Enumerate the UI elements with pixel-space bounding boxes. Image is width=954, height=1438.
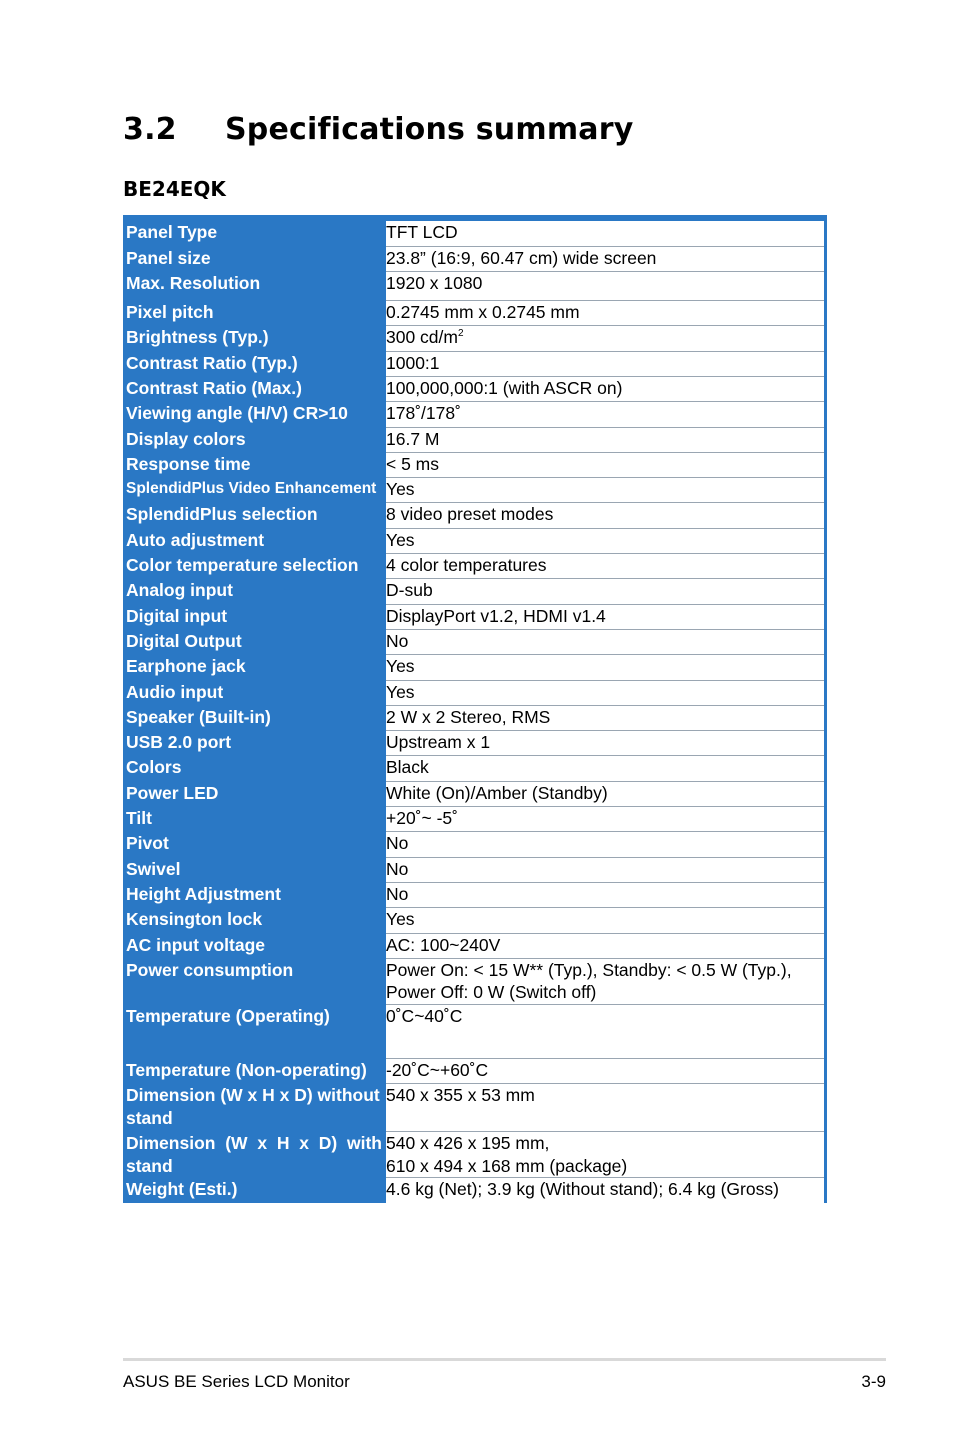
spec-value [386,958,824,1004]
spec-row [126,731,824,756]
spec-label: Color temperature selection [126,554,386,579]
spec-value [386,933,824,958]
spec-value [386,376,824,401]
spec-row [126,503,824,528]
model-name: BE24EQK [123,177,226,201]
spec-value [386,221,824,246]
spec-label: Dimension (W x H x D) without stand [126,1084,386,1132]
spec-label: Temperature (Non-operating) [126,1058,386,1083]
spec-value-text: +20˚~ -5˚ [386,808,458,829]
spec-value-text: Upstream x 1 [386,732,491,753]
spec-value [386,604,824,629]
spec-label: Speaker (Built-in) [126,705,386,730]
spec-label: Power LED [126,781,386,806]
spec-label: Kensington lock [126,908,386,933]
spec-label: Pixel pitch [126,301,386,326]
spec-label: Pivot [126,832,386,857]
spec-row [126,351,824,376]
spec-label: Weight (Esti.) [126,1178,386,1203]
spec-row [126,933,824,958]
spec-row [126,832,824,857]
spec-label: Colors [126,756,386,781]
spec-value-text: 178˚/178˚ [386,403,461,424]
spec-value [386,832,824,857]
spec-table-frame [123,215,827,1203]
spec-value-text: D-sub [386,580,433,601]
spec-row [126,579,824,604]
spec-row [126,604,824,629]
spec-value [386,731,824,756]
spec-value [386,554,824,579]
spec-value [386,882,824,907]
spec-row [126,781,824,806]
spec-value-text: No [386,858,409,879]
spec-label: Viewing angle (H/V) CR>10 [126,402,386,427]
spec-value-text: 16.7 M [386,428,440,449]
spec-label: USB 2.0 port [126,731,386,756]
spec-value [386,705,824,730]
spec-value-text: 1000:1 [386,352,440,373]
spec-row [126,427,824,452]
spec-label: Earphone jack [126,655,386,680]
footer-divider [123,1358,886,1361]
spec-value-text: No [386,883,409,904]
spec-label: Power consumption [126,958,386,1004]
spec-label: Height Adjustment [126,882,386,907]
spec-value-text: White (On)/Amber (Standby) [386,782,608,803]
spec-label: Contrast Ratio (Typ.) [126,351,386,376]
spec-value-text: Yes [386,656,415,677]
spec-row [126,680,824,705]
spec-row [126,807,824,832]
spec-value [386,1178,824,1203]
spec-value [386,680,824,705]
spec-row [126,478,824,503]
spec-label: Temperature (Operating) [126,1004,386,1058]
spec-row [126,452,824,477]
spec-row [126,958,824,1004]
spec-value-text: DisplayPort v1.2, HDMI v1.4 [386,605,606,626]
section-title: Specifications summary [225,112,634,147]
spec-value [386,781,824,806]
spec-label: Contrast Ratio (Max.) [126,376,386,401]
spec-value [386,1084,824,1132]
spec-value [386,427,824,452]
spec-label: AC input voltage [126,933,386,958]
spec-label: Max. Resolution [126,272,386,301]
spec-value [386,402,824,427]
spec-value [386,1004,824,1058]
spec-value [386,528,824,553]
spec-row [126,402,824,427]
spec-value [386,629,824,654]
spec-value [386,655,824,680]
spec-value [386,452,824,477]
spec-value [386,1058,824,1083]
spec-value [386,478,824,503]
spec-value [386,756,824,781]
spec-value-text: Yes [386,681,415,702]
spec-value-text: 540 x 355 x 53 mm [386,1085,535,1106]
spec-value-text: 8 video preset modes [386,504,554,525]
spec-label: Auto adjustment [126,528,386,553]
section-number: 3.2 [123,112,177,147]
spec-row [126,1084,824,1132]
spec-label: Dimension (W x H x D) with stand [126,1132,386,1178]
spec-row [126,1132,824,1178]
footer-product-name: ASUS BE Series LCD Monitor [123,1372,350,1391]
spec-value-text: -20˚C~+60˚C [386,1059,489,1080]
spec-value-text: Yes [386,479,415,500]
spec-value-text: 100,000,000:1 (with ASCR on) [386,377,623,398]
spec-value-text: 0.2745 mm x 0.2745 mm [386,302,580,323]
spec-value [386,908,824,933]
spec-label: Panel Type [126,221,386,246]
spec-value-text: No [386,833,409,854]
page-number: 3-9 [861,1372,886,1391]
spec-value-text: Yes [386,529,415,550]
spec-value-text: AC: 100~240V [386,934,501,955]
section-heading [123,112,633,147]
spec-row [126,301,824,326]
spec-label: SplendidPlus selection [126,503,386,528]
spec-row [126,1178,824,1203]
spec-row [126,1058,824,1083]
spec-value [386,579,824,604]
spec-row [126,326,824,351]
spec-value [386,301,824,326]
spec-row [126,1004,824,1058]
spec-value [386,503,824,528]
spec-row [126,655,824,680]
spec-row [126,221,824,246]
spec-value [386,246,824,271]
spec-value-text: 23.8” (16:9, 60.47 cm) wide screen [386,247,657,268]
spec-row [126,554,824,579]
spec-label: Swivel [126,857,386,882]
spec-value [386,272,824,301]
spec-label: Analog input [126,579,386,604]
spec-value-text: 2 W x 2 Stereo, RMS [386,706,551,727]
spec-table [126,221,824,1203]
spec-row [126,882,824,907]
spec-value [386,1132,824,1178]
spec-value-text: No [386,630,409,651]
spec-row [126,629,824,654]
spec-label: Display colors [126,427,386,452]
spec-row [126,908,824,933]
spec-value [386,326,824,351]
spec-row [126,246,824,271]
spec-value [386,351,824,376]
spec-value-text: 4.6 kg (Net); 3.9 kg (Without stand); 6.4 kg (Gross) [386,1179,779,1200]
spec-value-text: 4 color temperatures [386,555,547,576]
spec-value-text: 1920 x 1080 [386,273,483,294]
spec-value-text: TFT LCD [386,222,458,242]
spec-value-text: 300 cd/m [386,327,458,348]
spec-row [126,857,824,882]
spec-row [126,756,824,781]
spec-label: Brightness (Typ.) [126,326,386,351]
spec-label: SplendidPlus Video Enhancement [126,478,386,503]
spec-row [126,272,824,301]
spec-value [386,807,824,832]
spec-value-superscript: 2 [457,328,464,340]
spec-label: Panel size [126,246,386,271]
spec-label: Digital Output [126,629,386,654]
spec-label: Digital input [126,604,386,629]
spec-value-text: 0˚C~40˚C [386,1005,463,1026]
spec-value-text: Yes [386,909,415,930]
spec-value-text: < 5 ms [386,453,440,474]
spec-row [126,528,824,553]
spec-value [386,857,824,882]
spec-value-text: 540 x 426 x 195 mm, 610 x 494 x 168 mm (package) [386,1133,628,1176]
spec-row [126,705,824,730]
spec-label: Response time [126,452,386,477]
spec-label: Tilt [126,807,386,832]
spec-value-text: Black [386,757,429,778]
spec-label: Audio input [126,680,386,705]
spec-value-text: Power On: < 15 W** (Typ.), Standby: < 0.5 W (Typ.), Power Off: 0 W (Switch off) [386,959,792,1003]
spec-row [126,376,824,401]
